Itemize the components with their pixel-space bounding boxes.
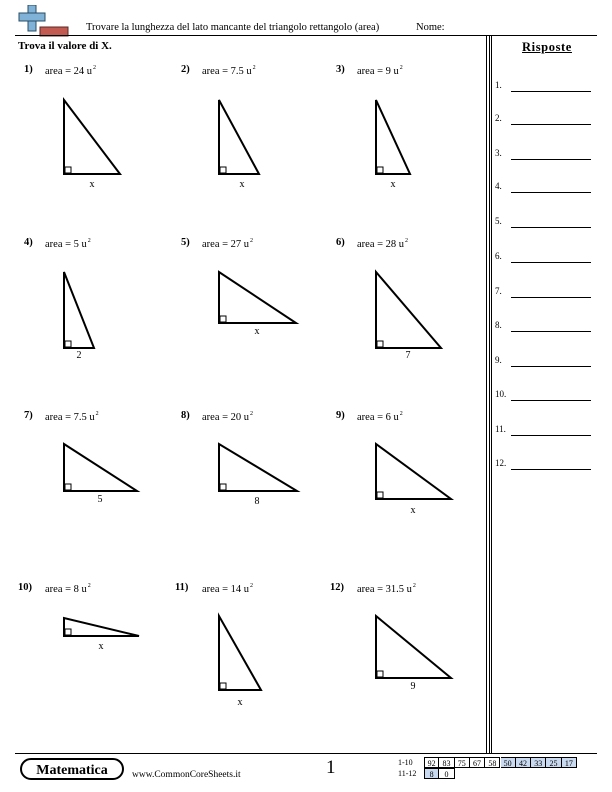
right-angle-marker (65, 341, 71, 347)
area-text: area = 28 u (357, 239, 405, 250)
score-cell: 58 (485, 757, 500, 768)
area-exponent: 2 (87, 583, 91, 589)
right-angle-marker (377, 341, 383, 347)
right-triangle (376, 100, 410, 174)
right-angle-marker (220, 167, 226, 173)
area-exponent: 2 (399, 411, 403, 417)
score-cell: 83 (439, 757, 454, 768)
area-exponent: 2 (93, 65, 97, 71)
answer-number: 11. (495, 424, 506, 434)
right-angle-marker (220, 683, 226, 689)
right-angle-marker (65, 484, 71, 490)
problem-number: 7) (24, 410, 33, 421)
right-triangle (64, 444, 137, 491)
problem-number: 10) (18, 582, 32, 593)
area-exponent: 2 (95, 411, 99, 417)
answers-title: Risposte (522, 40, 572, 54)
area-exponent: 2 (405, 238, 409, 244)
right-angle-marker (65, 167, 71, 173)
score-row-label: 1-10 (398, 758, 413, 767)
answer-number: 2. (495, 113, 502, 123)
score-cell: 8 (424, 768, 439, 779)
side-label: 5 (97, 494, 103, 505)
side-label: x (239, 179, 245, 190)
side-label: x (254, 326, 260, 337)
score-cell: 50 (501, 757, 516, 768)
area-text: area = 6 u (357, 412, 399, 423)
score-cell: 75 (455, 757, 470, 768)
right-triangle (219, 272, 296, 323)
side-label: 8 (254, 496, 260, 507)
score-cell: 67 (470, 757, 485, 768)
area-text: area = 24 u (45, 66, 93, 77)
area-exponent: 2 (250, 583, 254, 589)
answer-number: 1. (495, 80, 502, 90)
side-label: x (410, 505, 416, 516)
area-text: area = 8 u (45, 584, 87, 595)
right-angle-marker (377, 492, 383, 498)
area-exponent: 2 (399, 65, 403, 71)
score-cell: 0 (439, 768, 454, 779)
area-text: area = 27 u (202, 239, 250, 250)
answer-number: 5. (495, 216, 502, 226)
score-cell: 25 (546, 757, 561, 768)
answer-number: 12. (495, 458, 507, 468)
right-angle-marker (65, 629, 71, 635)
score-cell: 92 (424, 757, 439, 768)
problem-number: 2) (181, 64, 190, 75)
side-label: 7 (405, 350, 411, 361)
problem-number: 3) (336, 64, 345, 75)
problem-number: 8) (181, 410, 190, 421)
area-text: area = 31.5 u (357, 584, 412, 595)
name-label: Nome: (416, 22, 445, 33)
side-label: x (237, 697, 243, 708)
right-triangle (219, 616, 261, 690)
area-exponent: 2 (412, 583, 416, 589)
right-triangle (64, 100, 120, 174)
area-text: area = 9 u (357, 66, 399, 77)
problem-number: 5) (181, 237, 190, 248)
area-text: area = 7.5 u (202, 66, 252, 77)
area-text: area = 14 u (202, 584, 250, 595)
answer-number: 7. (495, 286, 502, 296)
problem-number: 11) (175, 582, 189, 593)
area-exponent: 2 (252, 65, 256, 71)
instruction-text: Trova il valore di X. (18, 40, 112, 52)
area-exponent: 2 (87, 238, 91, 244)
right-triangle (64, 618, 139, 636)
area-text: area = 20 u (202, 412, 250, 423)
side-label: 2 (76, 350, 82, 361)
problem-number: 12) (330, 582, 344, 593)
footer-url: www.CommonCoreSheets.it (132, 770, 241, 780)
subject-badge: Matematica (20, 758, 124, 780)
answer-number: 4. (495, 181, 502, 191)
area-exponent: 2 (250, 411, 254, 417)
score-row-label: 11-12 (398, 769, 417, 778)
right-triangle (219, 100, 259, 174)
page-number: 1 (326, 757, 336, 778)
footer-rule (15, 753, 597, 754)
problem-number: 4) (24, 237, 33, 248)
right-angle-marker (377, 167, 383, 173)
problem-number: 6) (336, 237, 345, 248)
score-cell: 42 (516, 757, 531, 768)
answer-number: 6. (495, 251, 502, 261)
problem-number: 1) (24, 64, 33, 75)
side-label: x (98, 641, 104, 652)
right-angle-marker (220, 316, 226, 322)
score-cell: 17 (562, 757, 577, 768)
answer-number: 3. (495, 148, 502, 158)
right-triangle (219, 444, 297, 491)
area-text: area = 5 u (45, 239, 87, 250)
right-angle-marker (220, 484, 226, 490)
score-cell: 33 (531, 757, 546, 768)
side-label: 9 (410, 681, 416, 692)
area-exponent: 2 (250, 238, 254, 244)
answer-number: 8. (495, 320, 502, 330)
right-angle-marker (377, 671, 383, 677)
area-text: area = 7.5 u (45, 412, 95, 423)
right-triangle (376, 616, 451, 678)
answer-number: 10. (495, 389, 507, 399)
side-label: x (390, 179, 396, 190)
answer-number: 9. (495, 355, 502, 365)
side-label: x (89, 179, 95, 190)
problem-number: 9) (336, 410, 345, 421)
right-triangle (376, 444, 451, 499)
right-triangle (64, 272, 94, 348)
worksheet-title: Trovare la lunghezza del lato mancante del triangolo rettangolo (area) (86, 22, 380, 33)
right-triangle (376, 272, 441, 348)
